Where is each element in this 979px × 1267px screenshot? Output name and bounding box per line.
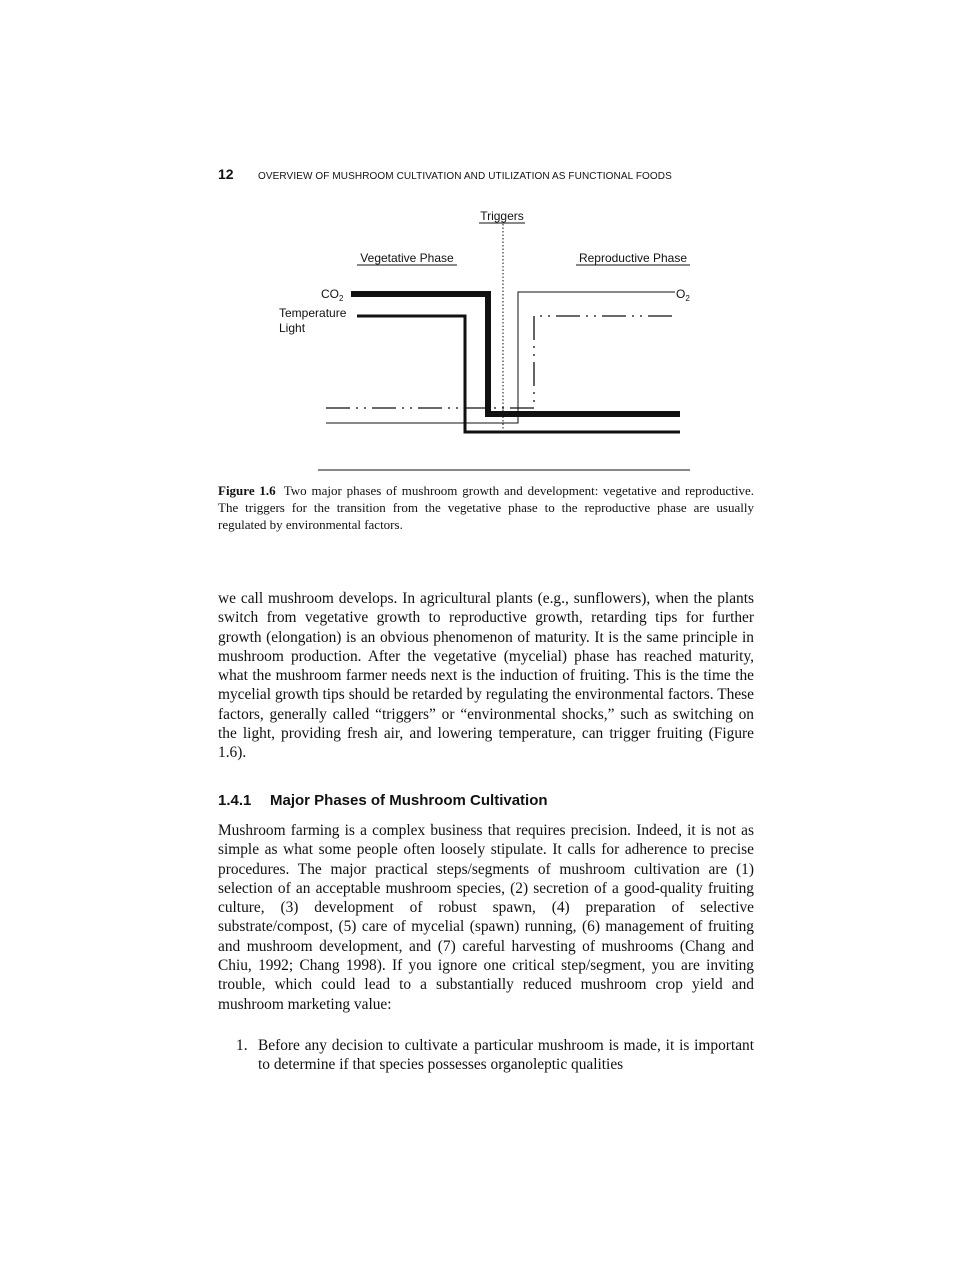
page-header — [218, 166, 758, 184]
light-label: Light — [279, 321, 306, 335]
body-paragraph-1: we call mushroom develops. In agricultural plants (e.g., sunflowers), when the plants switch from vegetative growth to reproductive growth, retarding tips for further growth (elongation) is an obvious phenomenon of maturity. It is the same principle in mushroom production. After the vegetative (mycelial) phase has reached maturity, what the mushroom farmer needs next is the induction of fruiting. This is the time the mycelial growth tips should be retarded by regulating the environmental factors. These factors, generally called “triggers” or “environmental shocks,” such as switching on the light, providing fresh air, and lowering temperature, can trigger fruiting (Figure 1.6). — [218, 590, 754, 762]
o2-curve — [326, 292, 675, 423]
o2-label: $O_2$ — [676, 287, 690, 303]
light-curve — [326, 316, 672, 408]
co2-label: $CO_2$ — [321, 287, 344, 303]
body-paragraph-2: Mushroom farming is a complex business that requires precision. Indeed, it is not as simple as what some people often loosely stipulate. It calls for adherence to precise procedures. The major practical steps/segments of mushroom cultivation are (1) selection of an acceptable mushroom species, (2) secretion of a good-quality fruiting culture, (3) development of robust spawn, (4) preparation of selective substrate/compost, (5) care of mycelial (spawn) running, (6) management of fruiting and mushroom development, and (7) careful harvesting of mushrooms (Chang and Chiu, 1992; Chang 1998). If you ignore one critical step/segment, you are inviting trouble, which could lead to a substantially reduced mushroom crop yield and mushroom marketing value: — [218, 822, 754, 1013]
co2-curve — [351, 294, 680, 414]
triggers-label: Triggers — [480, 209, 524, 223]
running-title: OVERVIEW OF MUSHROOM CULTIVATION AND UTILIZATION AS FUNCTIONAL FOODS — [258, 171, 672, 182]
caption-label: Figure 1.6 — [218, 483, 276, 498]
list-item — [236, 1036, 754, 1075]
page-number: 12 — [218, 166, 234, 182]
vegetative-phase-label: Vegetative Phase — [360, 251, 454, 265]
figure-caption — [218, 482, 754, 533]
reproductive-phase-label: Reproductive Phase — [578, 251, 688, 265]
figure-phase-diagram — [260, 200, 710, 480]
section-heading — [218, 792, 548, 809]
list-item-text: Before any decision to cultivate a particular mushroom is made, it is important to determine if that species possesses organoleptic qualities — [258, 1037, 754, 1074]
phase-diagram — [260, 200, 710, 480]
section-number: 1.4.1 — [218, 792, 252, 809]
caption-text: Two major phases of mushroom growth and development: vegetative and reproductive. The triggers for the transition from the vegetative phase to the reproductive phase are usually regulated by environmental factors. — [218, 483, 754, 532]
numbered-list — [236, 1036, 754, 1075]
temperature-label: Temperature — [279, 306, 347, 320]
section-title: Major Phases of Mushroom Cultivation — [270, 792, 548, 809]
list-item-marker: 1. — [236, 1037, 248, 1054]
